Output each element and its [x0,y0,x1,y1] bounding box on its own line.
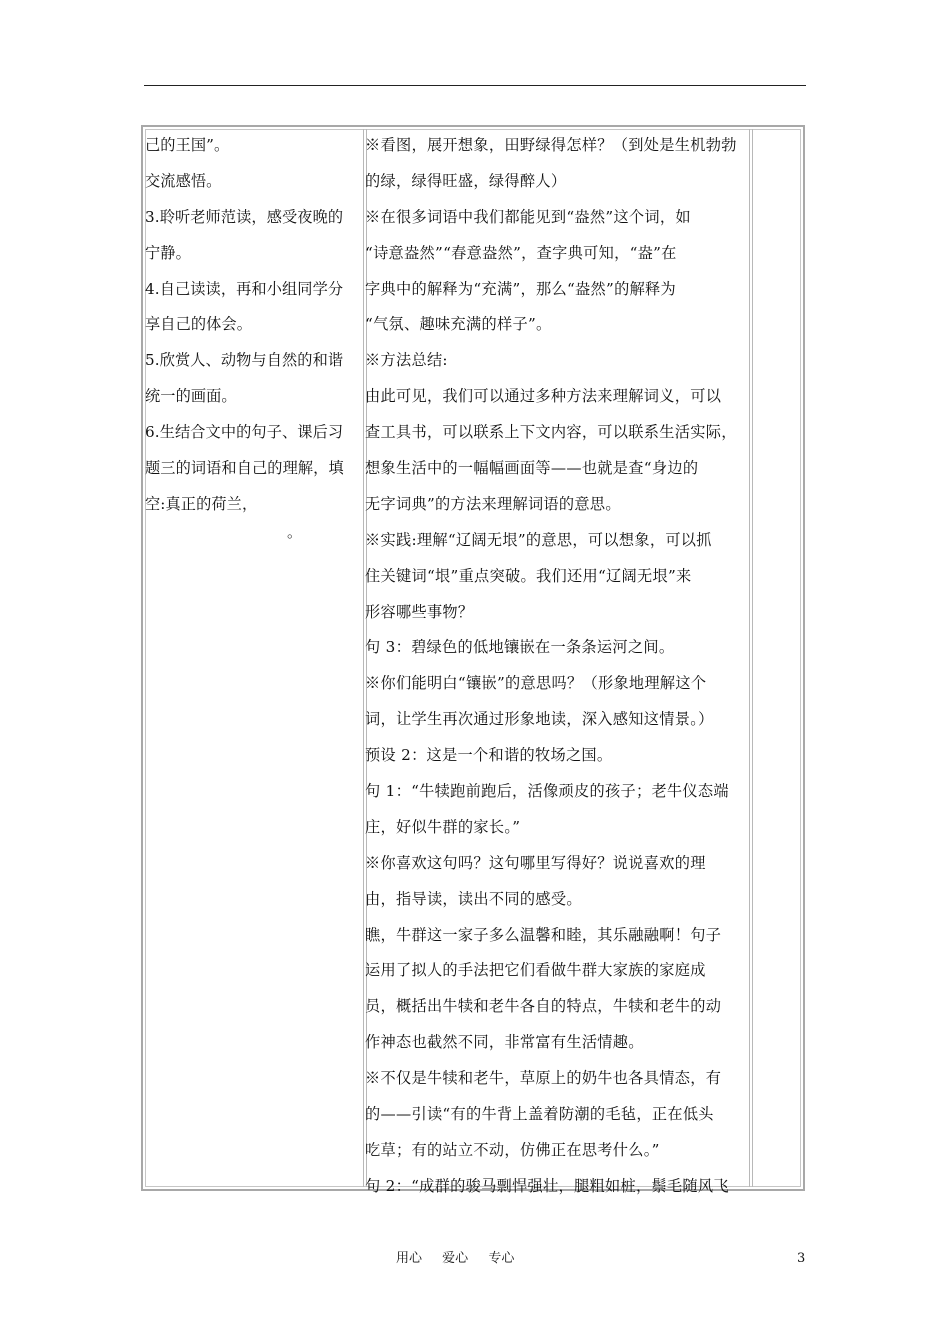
mid-line: 查工具书，可以联系上下文内容，可以联系生活实际， [365,423,737,442]
mid-line: 想象生活中的一幅幅画面等——也就是查“身边的 [365,459,699,478]
footer-motto [396,1248,530,1270]
mid-line: 员，概括出牛犊和老牛各自的特点，牛犊和老牛的动 [365,997,722,1016]
left-line: 统一的画面。 [145,387,237,406]
left-line: 3.聆听老师范读，感受夜晚的 [145,207,344,226]
mid-line: 无字词典”的方法来理解词语的意思。 [365,494,621,513]
left-line: 6.生结合文中的句子、课后习 [145,423,344,442]
column-divider-right-double [752,129,753,1187]
footer-motto-word: 专心 [488,1251,515,1266]
teaching-process-column [365,128,749,1205]
mid-line: 吃草；有的站立不动，仿佛正在思考什么。” [365,1140,660,1159]
mid-line: 庄，好似牛群的家长。” [365,817,521,836]
mid-line: ※你喜欢这句吗？这句哪里写得好？说说喜欢的理 [365,853,706,872]
mid-line: 瞧，牛群这一家子多么温馨和睦，其乐融融啊！句子 [365,925,722,944]
mid-line: ※实践:理解“辽阔无垠”的意思，可以想象，可以抓 [365,530,712,549]
left-line: 享自己的体会。 [145,315,253,334]
left-line: 宁静。 [145,243,191,262]
mid-line: ※你们能明白“镶嵌”的意思吗？（形象地理解这个 [365,674,707,693]
mid-line: 句 1：“牛犊跑前跑后，活像顽皮的孩子；老牛仪态端 [365,782,729,801]
column-divider-left [363,129,364,1187]
mid-line: 字典中的解释为“充满”，那么“盎然”的解释为 [365,279,677,298]
mid-line: 作神态也截然不同，非常富有生活情趣。 [365,1033,644,1052]
student-activity-column [145,128,363,523]
left-line: 空:真正的荷兰， [145,494,258,513]
column-divider-right [749,129,750,1187]
mid-line: 词，让学生再次通过形象地读，深入感知这情景。） [365,710,714,729]
mid-line: 的——引读“有的牛背上盖着防潮的毛毡，正在低头 [365,1105,714,1124]
mid-line: 的绿，绿得旺盛，绿得醉人） [365,171,567,190]
page-number: 3 [797,1251,806,1266]
mid-line: 句 2：“成群的骏马剽悍强壮，腿粗如桩，鬃毛随风飞 [365,1176,729,1195]
left-line: 题三的词语和自己的理解，填 [145,459,344,478]
fill-blank-end: 。 [287,523,303,541]
left-line: 5.欣赏人、动物与自然的和谐 [145,351,344,370]
left-line: 交流感悟。 [145,171,222,190]
left-line: 己的王国”。 [145,136,230,154]
header-rule [144,85,806,86]
mid-line: 由此可见，我们可以通过多种方法来理解词义，可以 [365,387,722,406]
footer-motto-word: 用心 [396,1251,423,1266]
mid-line: ※不仅是牛犊和老牛，草原上的奶牛也各具情态，有 [365,1069,722,1088]
mid-line: 住关键词“垠”重点突破。我们还用“辽阔无垠”来 [365,566,692,585]
mid-line: ※方法总结: [365,351,448,370]
mid-line: 形容哪些事物？ [365,602,474,621]
footer-motto-word: 爱心 [442,1251,469,1266]
mid-line: 预设 2：这是一个和谐的牧场之国。 [365,746,613,765]
page-footer [0,1248,950,1270]
mid-line: ※在很多词语中我们都能见到“盎然”这个词，如 [365,207,691,226]
left-line: 4.自己读读，再和小组同学分 [145,279,344,298]
mid-line: “诗意盎然”“春意盎然”，查字典可知，“盎”在 [365,243,677,262]
mid-line: ※看图，展开想象，田野绿得怎样？（到处是生机勃勃 [365,136,737,154]
mid-line: 句 3：碧绿色的低地镶嵌在一条条运河之间。 [365,638,675,657]
mid-line: 由，指导读，读出不同的感受。 [365,889,582,908]
mid-line: “气氛、趣味充满的样子”。 [365,315,552,334]
mid-line: 运用了拟人的手法把它们看做牛群大家族的家庭成 [365,961,706,980]
